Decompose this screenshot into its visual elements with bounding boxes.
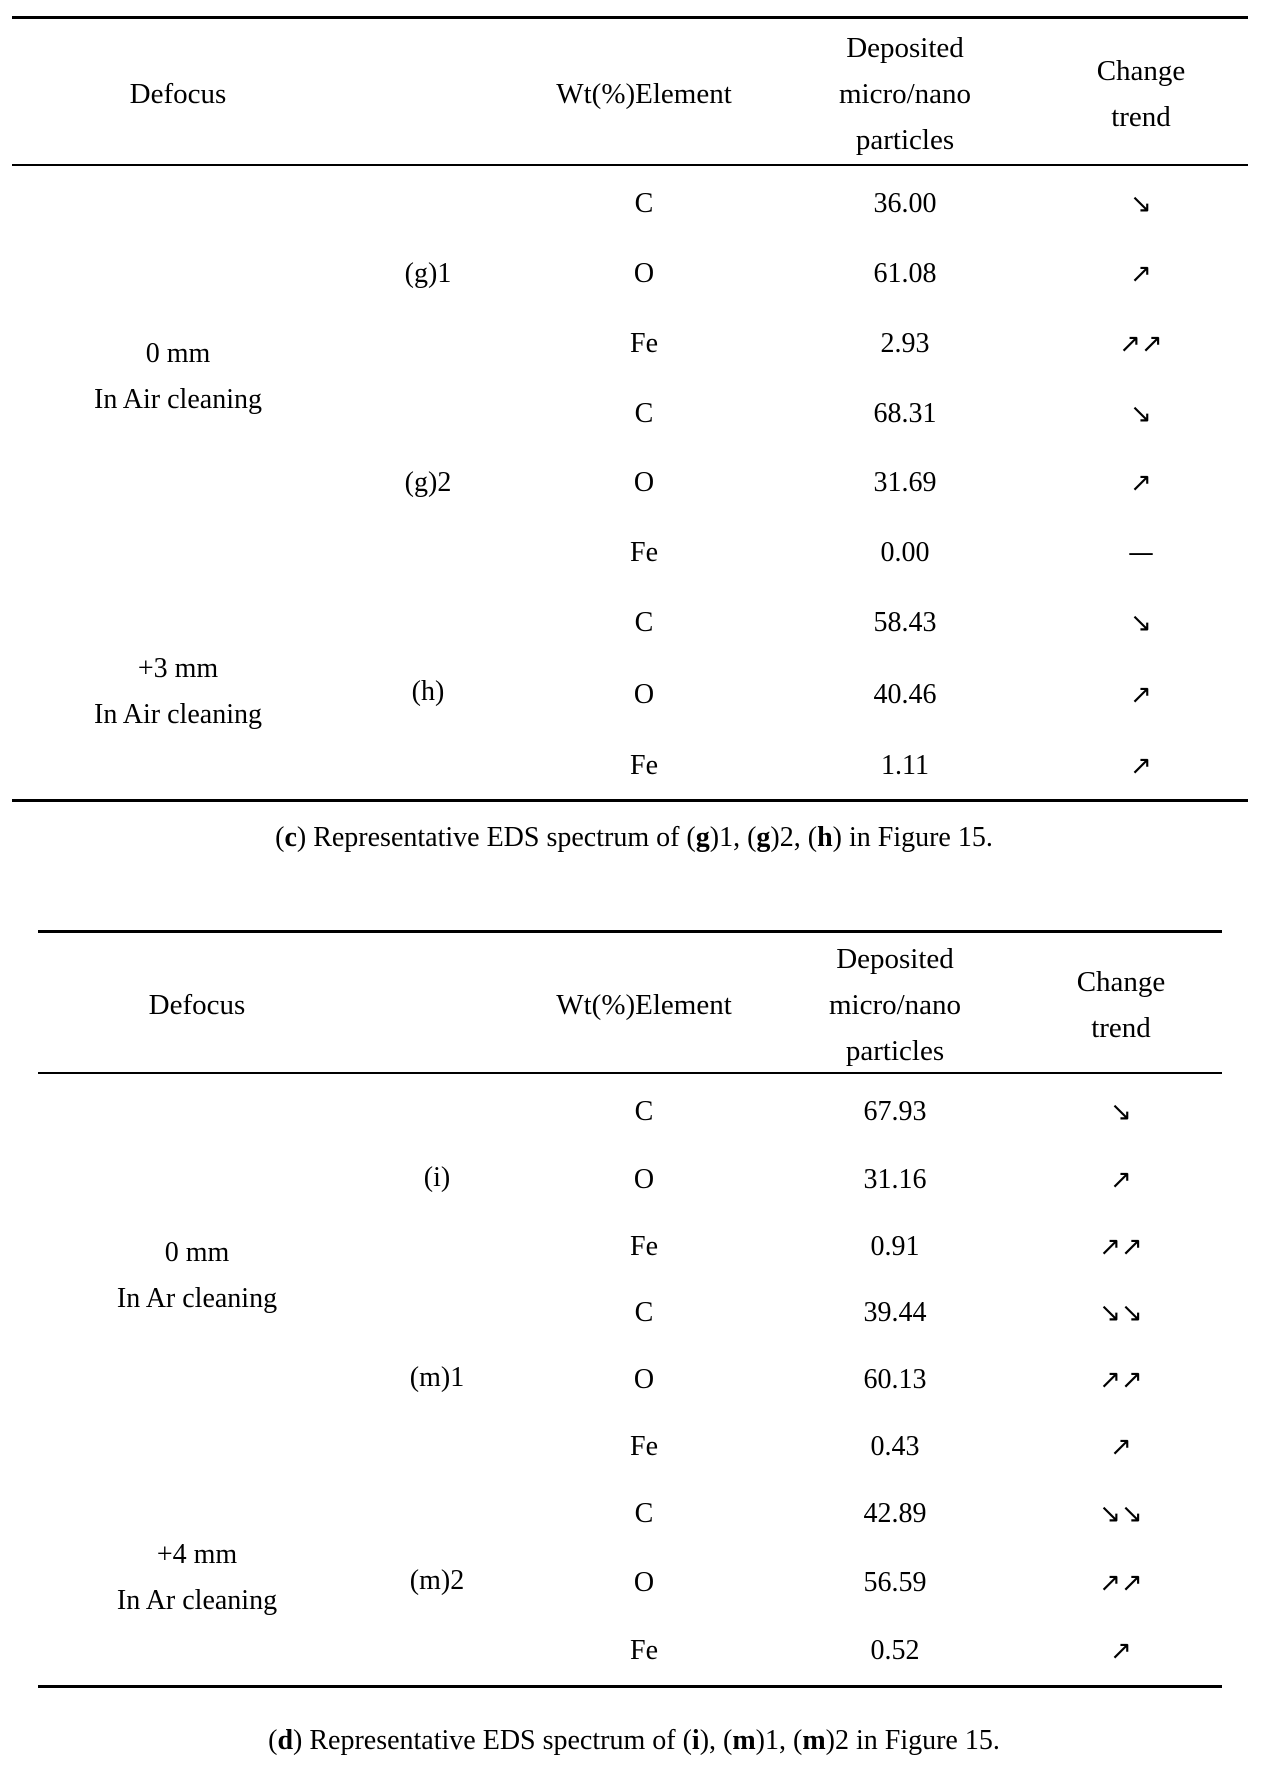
- table-c-value-cell: 68.31: [873, 398, 937, 429]
- table-d-element-cell: Fe: [630, 1231, 658, 1262]
- table-d-top-rule: [38, 930, 1222, 933]
- table-c-trend-cell: ↗: [1130, 680, 1152, 710]
- table-d-group-defocus: +4 mm In Ar cleaning: [116, 1539, 278, 1616]
- table-c-element-cell: Fe: [630, 537, 658, 568]
- table-c-element-cell: C: [634, 188, 654, 219]
- table-c-trend-cell: ↘: [1130, 399, 1152, 429]
- table-d-trend-cell: ↘↘: [1099, 1298, 1143, 1328]
- table-c-sample-label: (g)1: [404, 258, 452, 289]
- table-d-header-rule: [38, 1072, 1222, 1074]
- table-c-element-cell: O: [633, 679, 655, 710]
- table-c-header-defocus: Defocus: [129, 78, 227, 110]
- table-d-trend-cell: ↗: [1110, 1636, 1132, 1666]
- table-d-header-defocus: Defocus: [148, 989, 246, 1021]
- table-d-trend-cell: ↘↘: [1099, 1499, 1143, 1529]
- table-c-element-cell: Fe: [630, 750, 658, 781]
- table-c-element-cell: O: [633, 258, 655, 289]
- table-c-trend-cell: ↘: [1130, 189, 1152, 219]
- table-d-element-cell: O: [633, 1364, 655, 1395]
- table-c-value-cell: 31.69: [873, 467, 937, 498]
- table-c-group-defocus: 0 mm In Air cleaning: [94, 338, 262, 415]
- table-d-value-cell: 60.13: [863, 1364, 927, 1395]
- table-d-header-element: Wt(%)Element: [556, 989, 732, 1021]
- table-d-trend-cell: ↗: [1110, 1432, 1132, 1462]
- table-c-value-cell: 0.00: [880, 537, 930, 568]
- table-d-element-cell: O: [633, 1164, 655, 1195]
- table-d-element-cell: C: [634, 1498, 654, 1529]
- table-d-sample-label: (m)1: [409, 1362, 465, 1393]
- table-c-value-cell: 2.93: [880, 328, 930, 359]
- table-c-trend-cell: —: [1128, 538, 1154, 568]
- table-c-element-cell: O: [633, 467, 655, 498]
- table-d-element-cell: O: [633, 1567, 655, 1598]
- table-d-trend-cell: ↗↗: [1099, 1365, 1143, 1395]
- table-c-value-cell: 61.08: [873, 258, 937, 289]
- table-d-element-cell: C: [634, 1297, 654, 1328]
- table-d-element-cell: Fe: [630, 1635, 658, 1666]
- table-d-sample-label: (i): [423, 1162, 451, 1193]
- table-c-value-cell: 58.43: [873, 607, 937, 638]
- table-c-sample-label: (g)2: [404, 467, 452, 498]
- table-c-group-defocus: +3 mm In Air cleaning: [94, 653, 262, 730]
- table-c-header-rule: [12, 164, 1248, 166]
- table-d-bottom-rule: [38, 1685, 1222, 1688]
- table-d-value-cell: 39.44: [863, 1297, 927, 1328]
- table-d-value-cell: 0.91: [870, 1231, 920, 1262]
- table-d-sample-label: (m)2: [409, 1565, 465, 1596]
- table-d-value-cell: 0.43: [870, 1431, 920, 1462]
- table-d-group-defocus: 0 mm In Ar cleaning: [116, 1237, 278, 1314]
- table-c-element-cell: C: [634, 398, 654, 429]
- table-c-sample-label: (h): [411, 676, 445, 707]
- table-d-trend-cell: ↘: [1110, 1097, 1132, 1127]
- table-c-element-cell: C: [634, 607, 654, 638]
- table-d-trend-cell: ↗↗: [1099, 1568, 1143, 1598]
- table-c-header-element: Wt(%)Element: [556, 78, 732, 110]
- table-d-caption: (d) Representative EDS spectrum of (i), (m)1, (m)2 in Figure 15.: [268, 1725, 1000, 1756]
- table-c-value-cell: 40.46: [873, 679, 937, 710]
- table-c-trend-cell: ↘: [1130, 608, 1152, 638]
- table-c-caption: (c) Representative EDS spectrum of (g)1, (g)2, (h) in Figure 15.: [275, 822, 993, 853]
- table-c-trend-cell: ↗: [1130, 751, 1152, 781]
- table-c-trend-cell: ↗: [1130, 468, 1152, 498]
- table-c-trend-cell: ↗↗: [1119, 329, 1163, 359]
- table-d-value-cell: 56.59: [863, 1567, 927, 1598]
- table-d-element-cell: Fe: [630, 1431, 658, 1462]
- table-c-trend-cell: ↗: [1130, 259, 1152, 289]
- table-d-value-cell: 67.93: [863, 1096, 927, 1127]
- table-c-value-cell: 36.00: [873, 188, 937, 219]
- table-c-header-trend: Change trend: [1096, 55, 1186, 133]
- table-c-header-deposited: Deposited micro/nano particles: [838, 32, 972, 156]
- table-c-top-rule: [12, 16, 1248, 19]
- table-d-value-cell: 31.16: [863, 1164, 927, 1195]
- table-d-header-deposited: Deposited micro/nano particles: [828, 943, 962, 1067]
- table-c-bottom-rule: [12, 799, 1248, 802]
- table-d-value-cell: 0.52: [870, 1635, 920, 1666]
- table-d-trend-cell: ↗: [1110, 1165, 1132, 1195]
- table-d-value-cell: 42.89: [863, 1498, 927, 1529]
- table-d-element-cell: C: [634, 1096, 654, 1127]
- table-d-trend-cell: ↗↗: [1099, 1232, 1143, 1262]
- table-c-element-cell: Fe: [630, 328, 658, 359]
- table-d-header-trend: Change trend: [1076, 966, 1166, 1044]
- table-c-value-cell: 1.11: [881, 750, 929, 781]
